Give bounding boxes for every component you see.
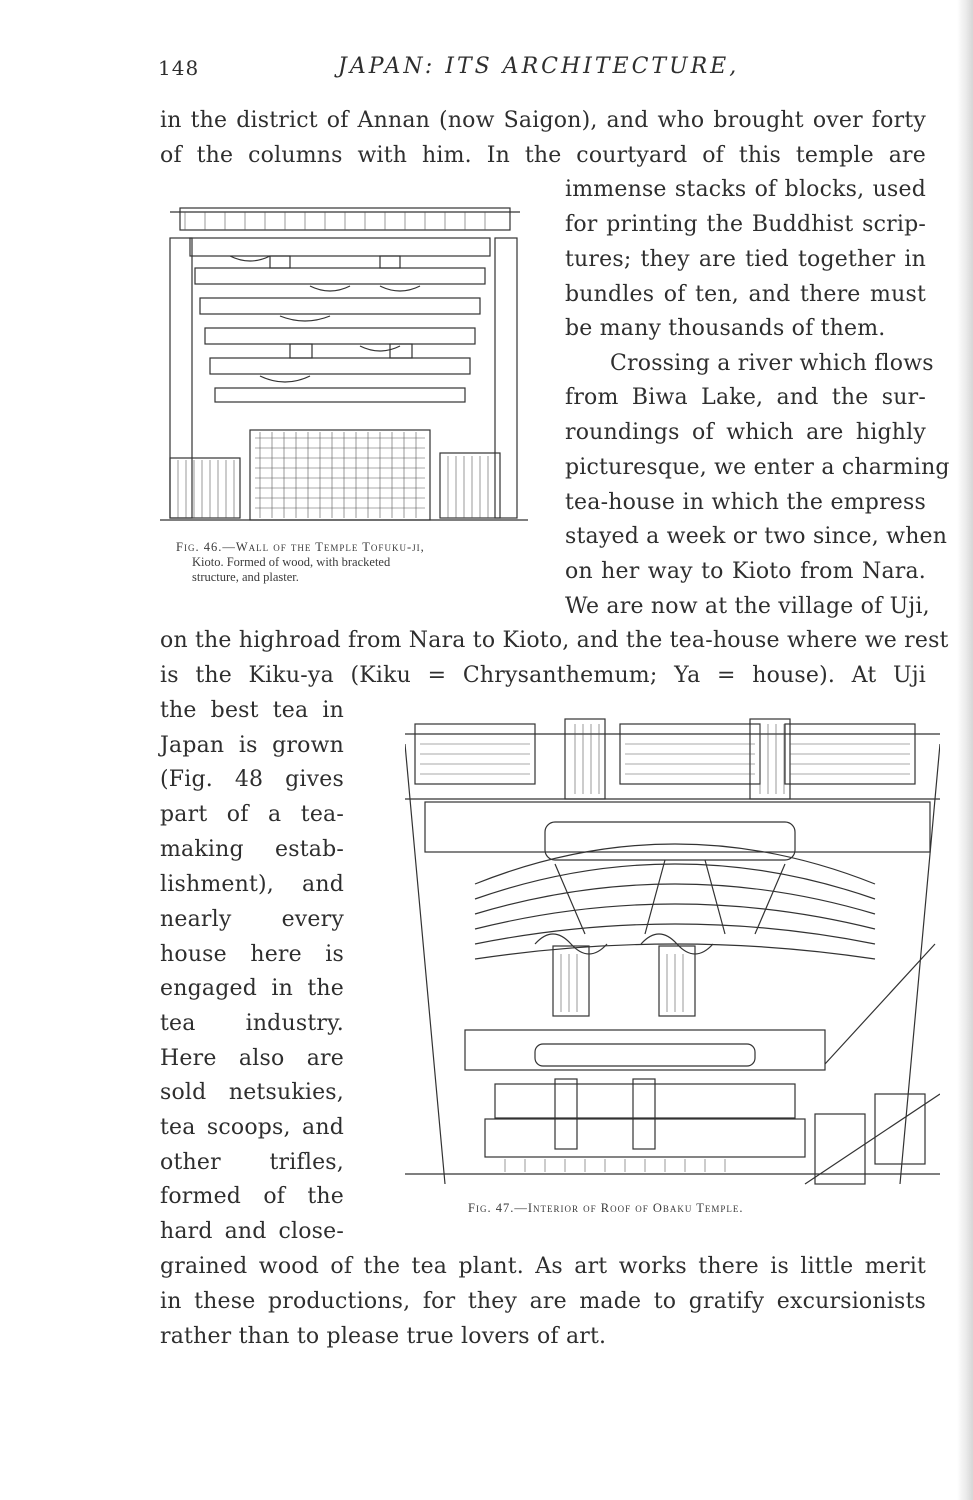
page-number: 148 — [158, 56, 200, 80]
body-line: making estab- — [160, 837, 344, 862]
body-line: be many thousands of them. — [565, 316, 886, 341]
body-line: house here is — [160, 942, 344, 967]
body-line: tea scoops, and — [160, 1115, 344, 1140]
body-line: lishment), and — [160, 872, 344, 897]
body-line: is the Kiku-ya (Kiku = Chrysanthemum; Ya = house). At Uji — [160, 663, 926, 688]
body-line: Here also are — [160, 1046, 344, 1071]
page-header — [0, 52, 973, 86]
body-line: Japan is grown — [160, 733, 344, 758]
body-line: rather than to please true lovers of art. — [160, 1324, 607, 1349]
body-line: We are now at the village of Uji, — [565, 594, 930, 619]
body-line: picturesque, we enter a charming — [565, 455, 950, 480]
body-line: on her way to Kioto from Nara. — [565, 559, 926, 584]
body-line: bundles of ten, and there must — [565, 282, 926, 307]
body-line: immense stacks of blocks, used — [565, 177, 926, 202]
body-line: Crossing a river which flows — [610, 351, 934, 376]
body-line: the best tea in — [160, 698, 344, 723]
body-line: sold netsukies, — [160, 1080, 344, 1105]
running-head: JAPAN: ITS ARCHITECTURE, — [338, 54, 740, 79]
body-line: part of a tea- — [160, 802, 344, 827]
figure-46-caption-line: Fig. 46.—Wall of the Temple Tofuku-ji, — [176, 540, 425, 554]
figure-46-caption — [176, 540, 526, 585]
body-line: roundings of which are highly — [565, 420, 926, 445]
body-line: other trifles, — [160, 1150, 344, 1175]
figure-47-caption: Fig. 47.—Interior of Roof of Obaku Temple. — [468, 1201, 744, 1215]
figure-46-caption-line: Kioto. Formed of wood, with bracketed — [192, 555, 391, 569]
body-line: nearly every — [160, 907, 344, 932]
body-line: (Fig. 48 gives — [160, 767, 344, 792]
figure-46-caption-line: structure, and plaster. — [192, 570, 299, 584]
body-line: grained wood of the tea plant. As art works there is little merit — [160, 1254, 926, 1279]
body-line: stayed a week or two since, when — [565, 524, 948, 549]
body-line: hard and close- — [160, 1219, 344, 1244]
body-line: formed of the — [160, 1184, 344, 1209]
figure-46-illustration — [160, 198, 528, 528]
body-line: of the columns with him. In the courtyard of this temple are — [160, 143, 926, 168]
body-line: for printing the Buddhist scrip- — [565, 212, 926, 237]
body-line: in these productions, for they are made to gratify excursionists — [160, 1289, 926, 1314]
body-line: tea industry. — [160, 1011, 344, 1036]
body-line: engaged in the — [160, 976, 344, 1001]
body-line: from Biwa Lake, and the sur- — [565, 385, 926, 410]
body-line: tea-house in which the empress — [565, 490, 926, 515]
body-line: on the highroad from Nara to Kioto, and the tea-house where we rest — [160, 628, 949, 653]
body-line: tures; they are tied together in — [565, 247, 926, 272]
body-line: in the district of Annan (now Saigon), and who brought over forty — [160, 108, 926, 133]
page-gutter-shadow — [957, 0, 973, 1500]
figure-47-illustration — [405, 714, 940, 1194]
